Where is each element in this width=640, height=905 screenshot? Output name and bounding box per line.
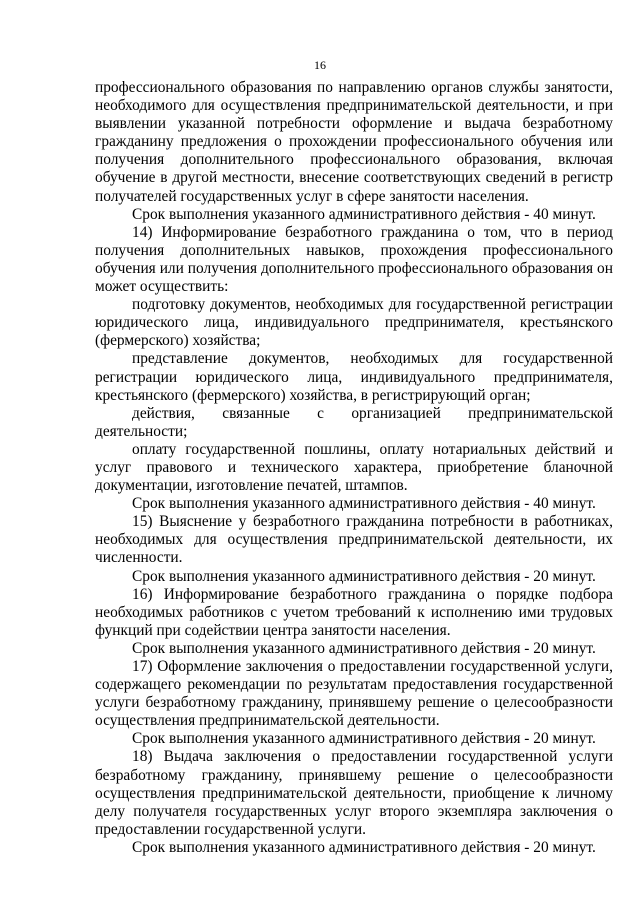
paragraph-4: подготовку документов, необходимых для государственной регистрации юридического лица, индивидуального предпринимателя, крестьянского (фермерского) хозяйства; [95,296,613,350]
paragraph-1: профессионального образования по направлению органов службы занятости, необходимого для осуществления предпринимательской деятельности, и при выявлении указанной потребности оформление и выдача безработному гражданину предложения о прохождении профессионального обучения или получения дополнительного профессионального образования, включая обучение в другой местности, внесение соответствующих сведений в регистр получателей государственных услуг в сфере занятости населения. [95,79,613,205]
paragraph-16: Срок выполнения указанного административного действия - 20 минут. [132,838,596,856]
paragraph-12: Срок выполнения указанного административного действия - 20 минут. [132,639,596,657]
paragraph-5: представление документов, необходимых для государственной регистрации юридического лица, индивидуального предпринимателя, крестьянского (фермерского) хозяйства, в регистрирующий орган; [95,350,613,404]
paragraph-2: Срок выполнения указанного административного действия - 40 минут. [132,205,596,223]
paragraph-13: 17) Оформление заключения о предоставлении государственной услуги, содержащего рекомендации по результатам предоставления государственной услуги безработному гражданину, принявшему решение о целесообразности осуществления предпринимательской деятельности. [95,658,613,730]
page-number: 16 [314,58,326,72]
paragraph-14: Срок выполнения указанного административного действия - 20 минут. [132,730,596,748]
paragraph-7: оплату государственной пошлины, оплату нотариальных действий и услуг правового и технического характера, приобретение бланочной документации, изготовление печатей, штампов. [95,440,613,495]
paragraph-3: 14) Информирование безработного гражданина о том, что в период получения дополнительных навыков, прохождения профессионального обучения или получения дополнительного профессионального образования он может осуществить: [95,223,613,296]
paragraph-11: 16) Информирование безработного гражданина о порядке подбора необходимых работников с учетом требований к исполнению ими трудовых функций при содействии центра занятости населения. [95,585,613,639]
paragraph-15: 18) Выдача заключения о предоставлении государственной услуги безработному гражданину, принявшему решение о целесообразности осуществления предпринимательской деятельности, приобщение к личному делу получателя государственных услуг второго экземпляра заключения о предоставлении государственной услуги. [95,748,613,838]
paragraph-10: Срок выполнения указанного административного действия - 20 минут. [132,567,596,585]
paragraph-6: действия, связанные с организацией предпринимательской деятельности; [95,404,613,440]
paragraph-8: Срок выполнения указанного административного действия - 40 минут. [132,495,596,513]
paragraph-9: 15) Выяснение у безработного гражданина потребности в работниках, необходимых для осуществления предпринимательской деятельности, их численности. [95,513,613,567]
document-body [95,79,613,857]
